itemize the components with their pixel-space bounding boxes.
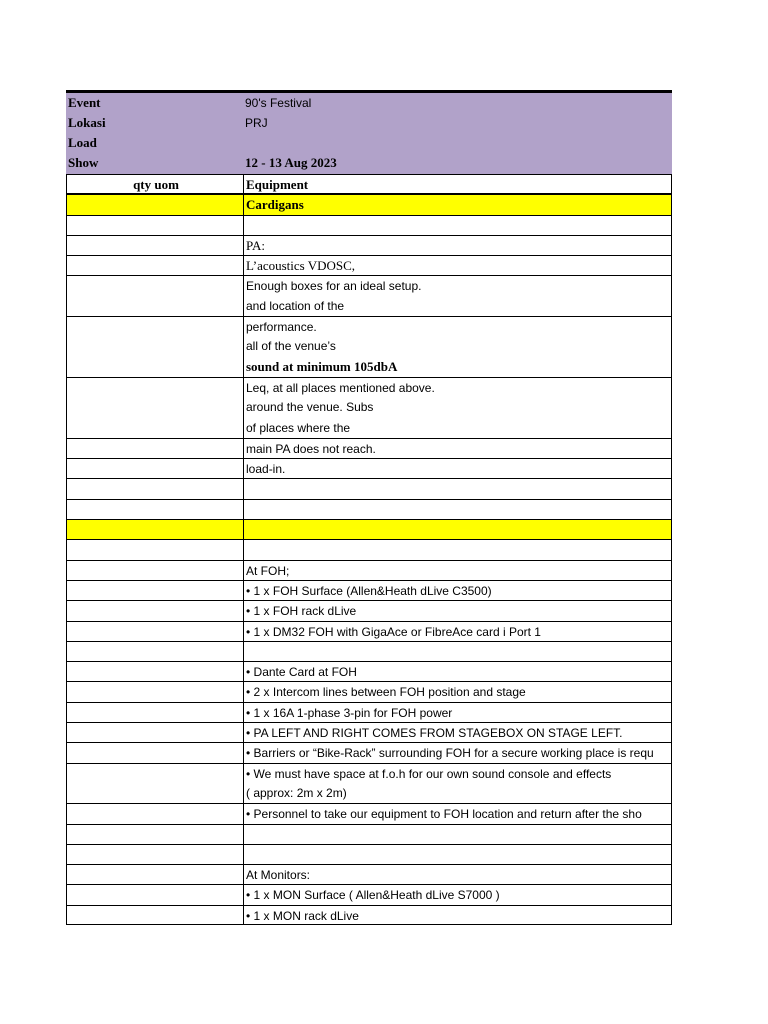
show-label: Show [68, 155, 99, 170]
qty-cell [66, 478, 244, 498]
table-row [66, 235, 672, 255]
equipment-cell [244, 844, 672, 864]
equipment-cell [244, 722, 672, 742]
equipment-text: • We must have space at f.o.h for our own sound console and effects [246, 766, 612, 781]
qty-cell [66, 194, 244, 214]
qty-cell [66, 681, 244, 701]
qty-cell [66, 722, 244, 742]
event-header [66, 93, 672, 174]
qty-cell [66, 621, 244, 641]
equipment-text: • Personnel to take our equipment to FOH location and return after the sho [246, 807, 642, 822]
equipment-text: load-in. [246, 462, 286, 477]
equipment-text: Enough boxes for an ideal setup. [246, 279, 422, 294]
qty-cell [66, 763, 244, 783]
show-value: 12 - 13 Aug 2023 [245, 155, 337, 170]
table-row [66, 215, 672, 235]
table-row [66, 681, 672, 701]
table-row [66, 418, 672, 438]
table-row [66, 478, 672, 498]
qty-cell [66, 783, 244, 803]
equipment-cell [244, 296, 672, 316]
qty-uom-header: qty uom [133, 177, 179, 192]
equipment-header: Equipment [246, 177, 309, 192]
equipment-cell [244, 661, 672, 681]
lokasi-value: PRJ [245, 116, 268, 130]
table-row [66, 763, 672, 783]
table-row [66, 539, 672, 559]
equipment-text: • 1 x MON rack dLive [246, 908, 359, 923]
equipment-text: • 1 x FOH rack dLive [246, 604, 357, 619]
qty-cell [66, 600, 244, 620]
equipment-cell [244, 336, 672, 356]
equipment-text: of places where the [246, 420, 351, 435]
equipment-cell [244, 458, 672, 478]
qty-cell [66, 397, 244, 417]
equipment-cell [244, 215, 672, 235]
qty-cell [66, 215, 244, 235]
equipment-text: • Dante Card at FOH [246, 665, 357, 680]
table-row [66, 275, 672, 295]
qty-cell [66, 884, 244, 904]
qty-cell [66, 275, 244, 295]
equipment-text: all of the venue’s [246, 339, 336, 354]
event-value: 90's Festival [245, 96, 312, 110]
qty-cell [66, 357, 244, 377]
equipment-text: • 2 x Intercom lines between FOH position and stage [246, 685, 526, 700]
equipment-cell [244, 905, 672, 925]
qty-cell [66, 235, 244, 255]
qty-cell [66, 499, 244, 519]
equipment-rows [66, 194, 672, 925]
table-row [66, 397, 672, 417]
equipment-cell [244, 600, 672, 620]
equipment-cell [244, 742, 672, 762]
table-row [66, 884, 672, 904]
equipment-cell [244, 783, 672, 803]
table-row [66, 844, 672, 864]
equipment-text: Leq, at all places mentioned above. [246, 380, 435, 395]
qty-cell [66, 255, 244, 275]
equipment-cell [244, 499, 672, 519]
table-row [66, 316, 672, 336]
equipment-cell [244, 702, 672, 722]
table-row [66, 336, 672, 356]
qty-cell [66, 844, 244, 864]
qty-cell [66, 418, 244, 438]
table-row [66, 641, 672, 661]
equipment-cell [244, 641, 672, 661]
equipment-text: performance. [246, 320, 317, 335]
table-row [66, 499, 672, 519]
equipment-text: main PA does not reach. [246, 441, 376, 456]
qty-cell [66, 803, 244, 823]
table-row [66, 377, 672, 397]
table-row [66, 194, 672, 214]
equipment-cell [244, 316, 672, 336]
equipment-cell [244, 418, 672, 438]
equipment-text: • 1 x DM32 FOH with GigaAce or FibreAce card i Port 1 [246, 624, 541, 639]
equipment-text: around the venue. Subs [246, 400, 374, 415]
equipment-cell [244, 803, 672, 823]
equipment-cell [244, 864, 672, 884]
equipment-cell [244, 275, 672, 295]
equipment-cell [244, 194, 672, 214]
table-row [66, 621, 672, 641]
equipment-cell [244, 539, 672, 559]
equipment-text: • 1 x FOH Surface (Allen&Heath dLive C3500) [246, 583, 492, 598]
qty-cell [66, 905, 244, 925]
equipment-cell [244, 478, 672, 498]
qty-cell [66, 316, 244, 336]
event-label: Event [68, 95, 101, 110]
equipment-text: At FOH; [246, 563, 290, 578]
qty-cell [66, 742, 244, 762]
column-header-row [66, 174, 672, 194]
equipment-cell [244, 235, 672, 255]
qty-cell [66, 864, 244, 884]
qty-cell [66, 661, 244, 681]
equipment-text: and location of the [246, 298, 345, 313]
equipment-cell [244, 681, 672, 701]
table-row [66, 702, 672, 722]
equipment-text: • 1 x MON Surface ( Allen&Heath dLive S7000 ) [246, 888, 500, 903]
table-row [66, 742, 672, 762]
equipment-text: sound at minimum 105dbA [246, 358, 398, 374]
equipment-text: L’acoustics VDOSC, [246, 258, 356, 274]
equipment-cell [244, 255, 672, 275]
qty-cell [66, 641, 244, 661]
qty-cell [66, 438, 244, 458]
table-row [66, 803, 672, 823]
table-row [66, 905, 672, 925]
equipment-cell [244, 884, 672, 904]
table-row [66, 661, 672, 681]
equipment-text: • Barriers or “Bike-Rack” surrounding FOH for a secure working place is requ [246, 746, 654, 761]
equipment-text: Cardigans [246, 197, 304, 213]
equipment-text: ( approx: 2m x 2m) [246, 785, 347, 800]
equipment-cell [244, 763, 672, 783]
table-row [66, 458, 672, 478]
qty-cell [66, 377, 244, 397]
qty-cell [66, 458, 244, 478]
table-row [66, 864, 672, 884]
qty-cell [66, 296, 244, 316]
equipment-cell [244, 397, 672, 417]
table-row [66, 560, 672, 580]
equipment-text: At Monitors: [246, 868, 311, 883]
equipment-sheet [66, 90, 672, 925]
equipment-cell [244, 580, 672, 600]
equipment-cell [244, 621, 672, 641]
qty-cell [66, 336, 244, 356]
table-row [66, 722, 672, 742]
qty-cell [66, 824, 244, 844]
qty-cell [66, 560, 244, 580]
table-row [66, 255, 672, 275]
table-row [66, 580, 672, 600]
lokasi-label: Lokasi [68, 115, 106, 130]
table-row [66, 438, 672, 458]
qty-cell [66, 519, 244, 539]
qty-cell [66, 580, 244, 600]
equipment-cell [244, 824, 672, 844]
equipment-cell [244, 357, 672, 377]
table-row [66, 296, 672, 316]
equipment-cell [244, 377, 672, 397]
equipment-cell [244, 519, 672, 539]
equipment-text: PA: [246, 237, 266, 253]
load-label: Load [68, 135, 97, 150]
equipment-text: • PA LEFT AND RIGHT COMES FROM STAGEBOX ON STAGE LEFT. [246, 726, 623, 741]
table-row [66, 357, 672, 377]
equipment-cell [244, 560, 672, 580]
table-row [66, 783, 672, 803]
qty-cell [66, 702, 244, 722]
qty-cell [66, 539, 244, 559]
table-row [66, 824, 672, 844]
table-row [66, 600, 672, 620]
equipment-text: • 1 x 16A 1-phase 3-pin for FOH power [246, 705, 453, 720]
table-row [66, 519, 672, 539]
equipment-cell [244, 438, 672, 458]
